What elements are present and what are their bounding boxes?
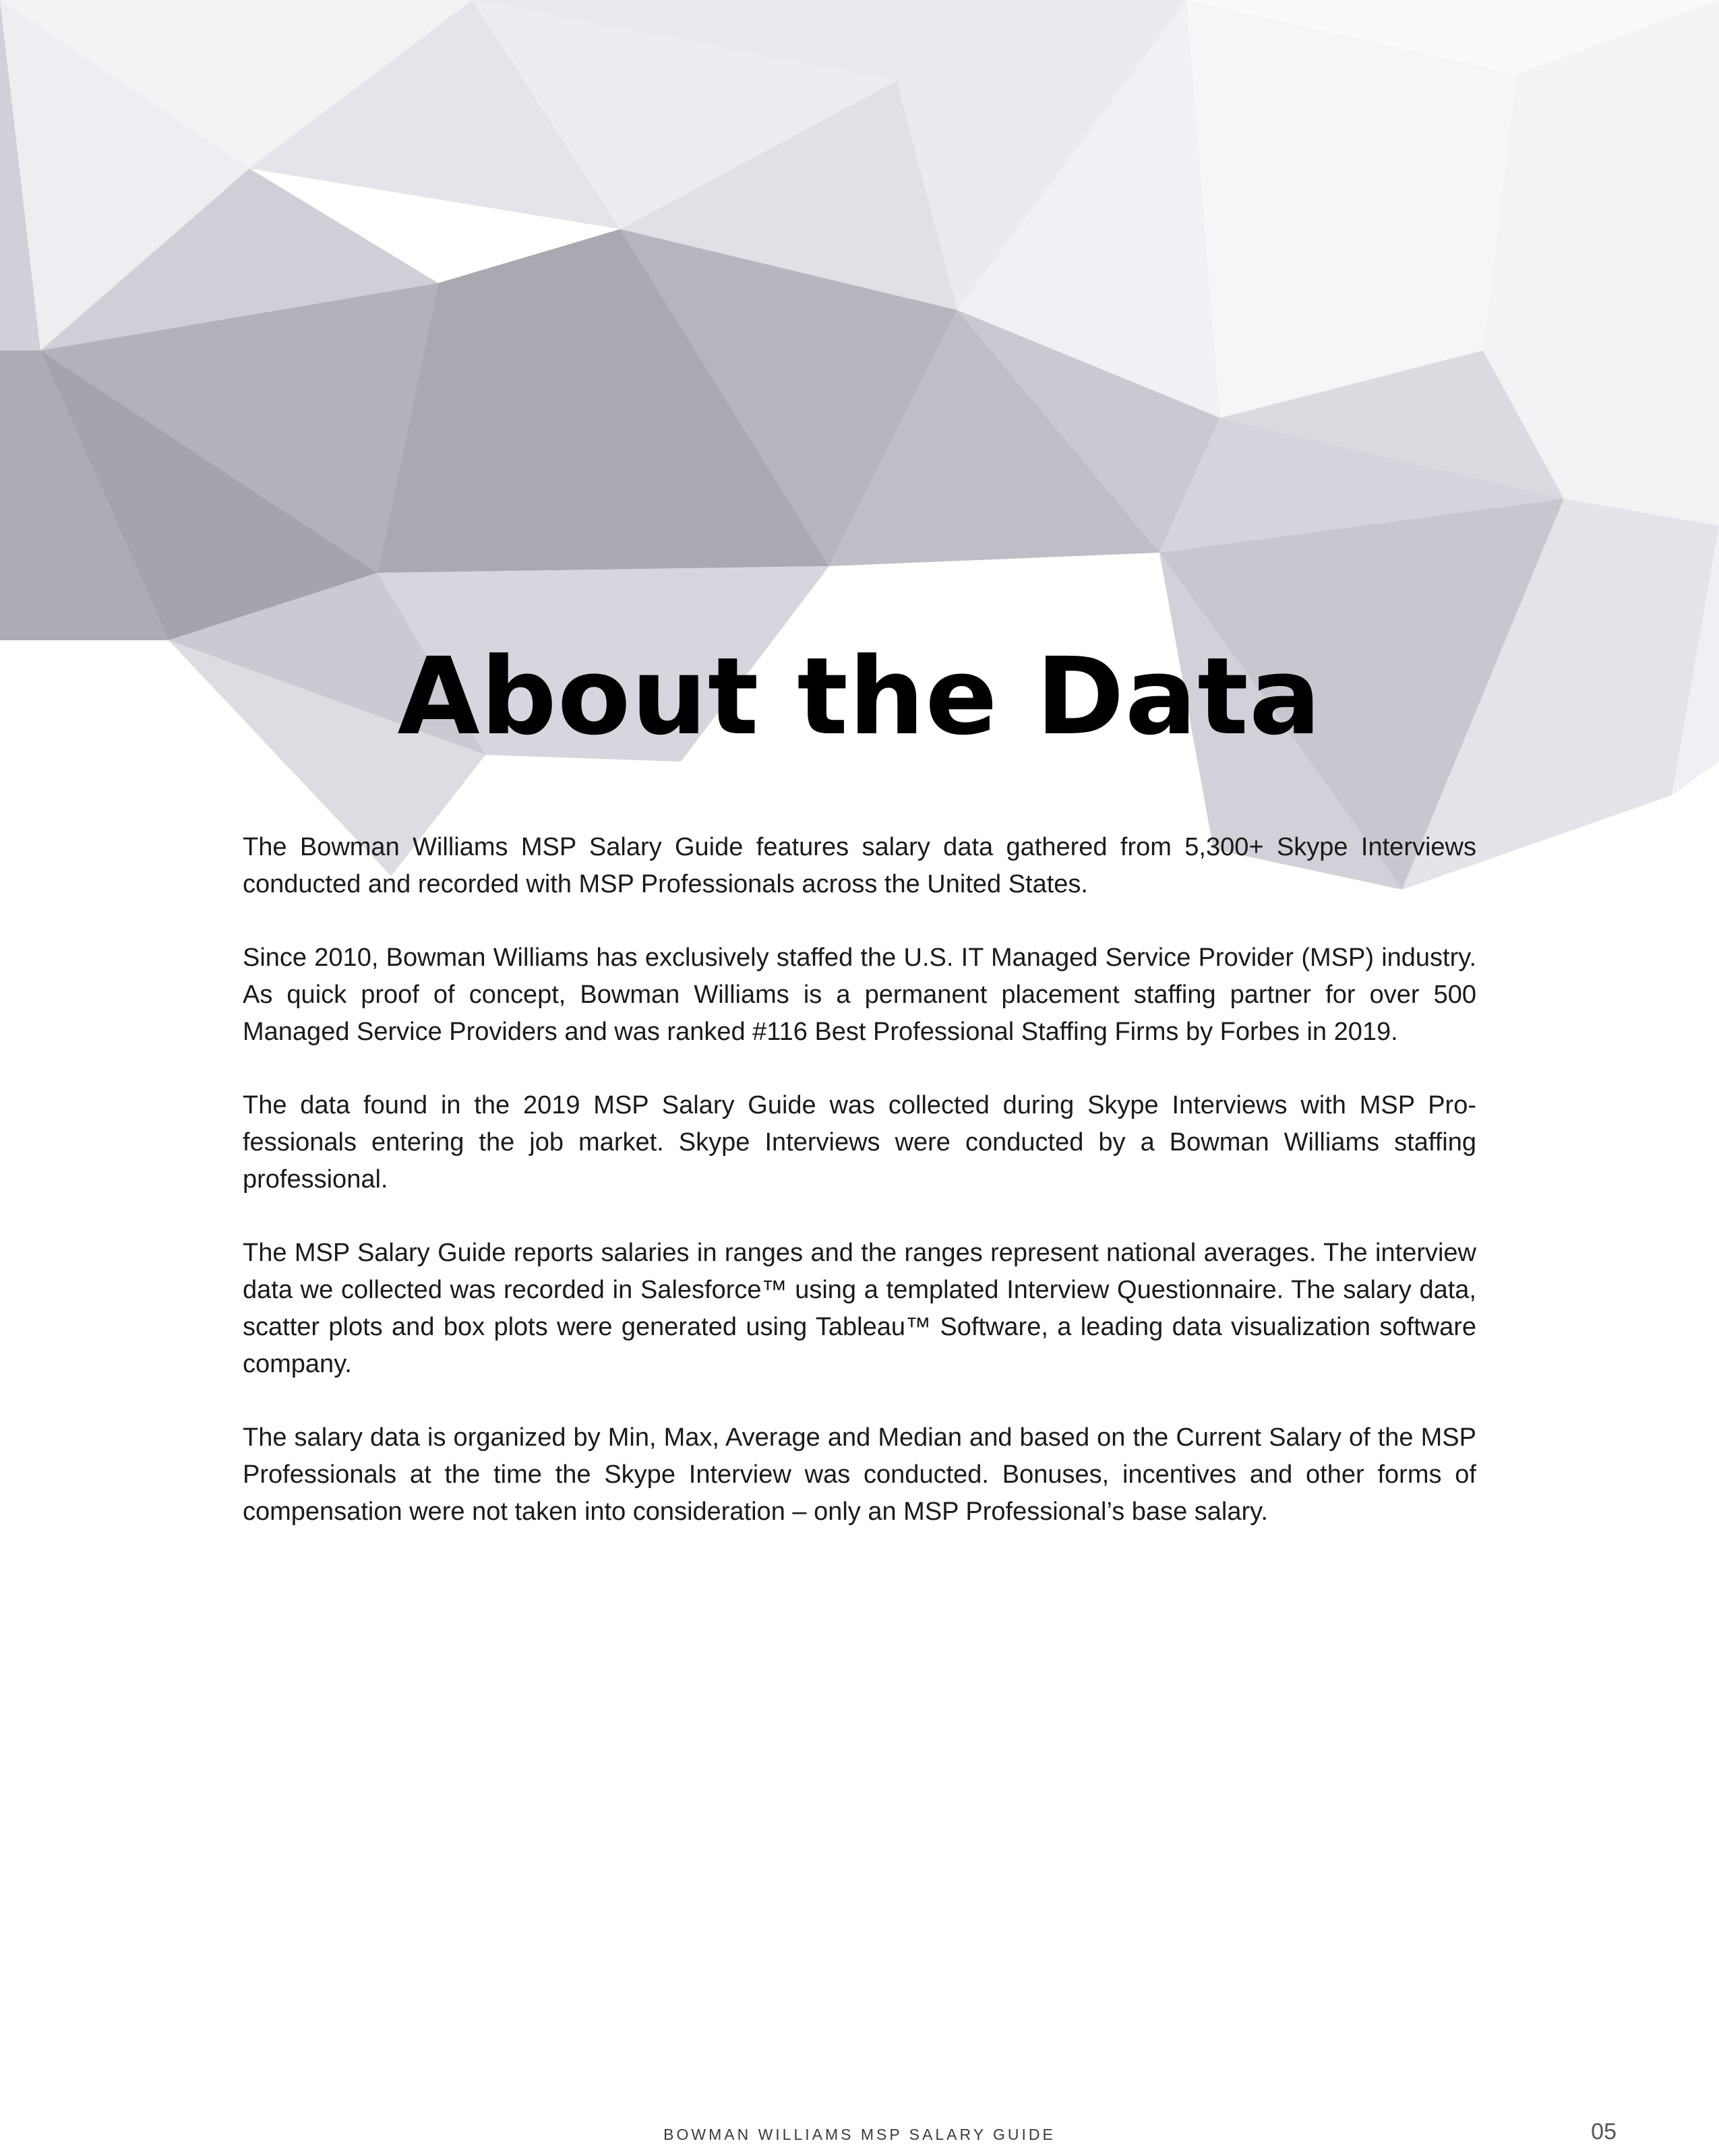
body-text [243, 829, 1476, 1567]
paragraph-data-collection: The data found in the 2019 MSP Salary Guide was collected during Skype Interviews with MSP Pro-fessionals entering the job market. Skype Interviews were conducted by a Bowman Williams staffing professional. [243, 1091, 1476, 1194]
page-title: About the Data [397, 635, 1322, 759]
paragraph-intro: The Bowman Williams MSP Salary Guide features salary data gathered from 5,300+ Skype Interviews conducted and recorded with MSP Professionals across the United States. [243, 833, 1476, 898]
paragraph-company-history: Since 2010, Bowman Williams has exclusively staffed the U.S. IT Managed Service Provider (MSP) industry. As quick proof of concept, Bowman Williams is a permanent placement staffing partner for over 500 Managed Service Providers and was ranked #116 Best Professional Staffing Firms by Forbes in 2019. [243, 944, 1476, 1046]
page-number: 05 [1591, 2119, 1617, 2145]
footer-guide-title: BOWMAN WILLIAMS MSP SALARY GUIDE [663, 2126, 1056, 2143]
paragraph-data-organization: The salary data is organized by Min, Max, Average and Median and based on the Current Salary of the MSP Professionals at the time the Skype Interview was conducted. Bonuses, incentives and other forms of compensation were not taken into consideration – only an MSP Professional’s base salary. [243, 1423, 1476, 1526]
low-poly-background-graphic [0, 0, 1719, 903]
paragraph-data-tools: The MSP Salary Guide reports salaries in ranges and the ranges represent national averages. The interview data we collected was recorded in Salesforce™ using a templated Interview Questionnaire. The salary data, scatter plots and box plots were generated using Tableau™ Software, a leading data visualization software company. [243, 1239, 1476, 1378]
